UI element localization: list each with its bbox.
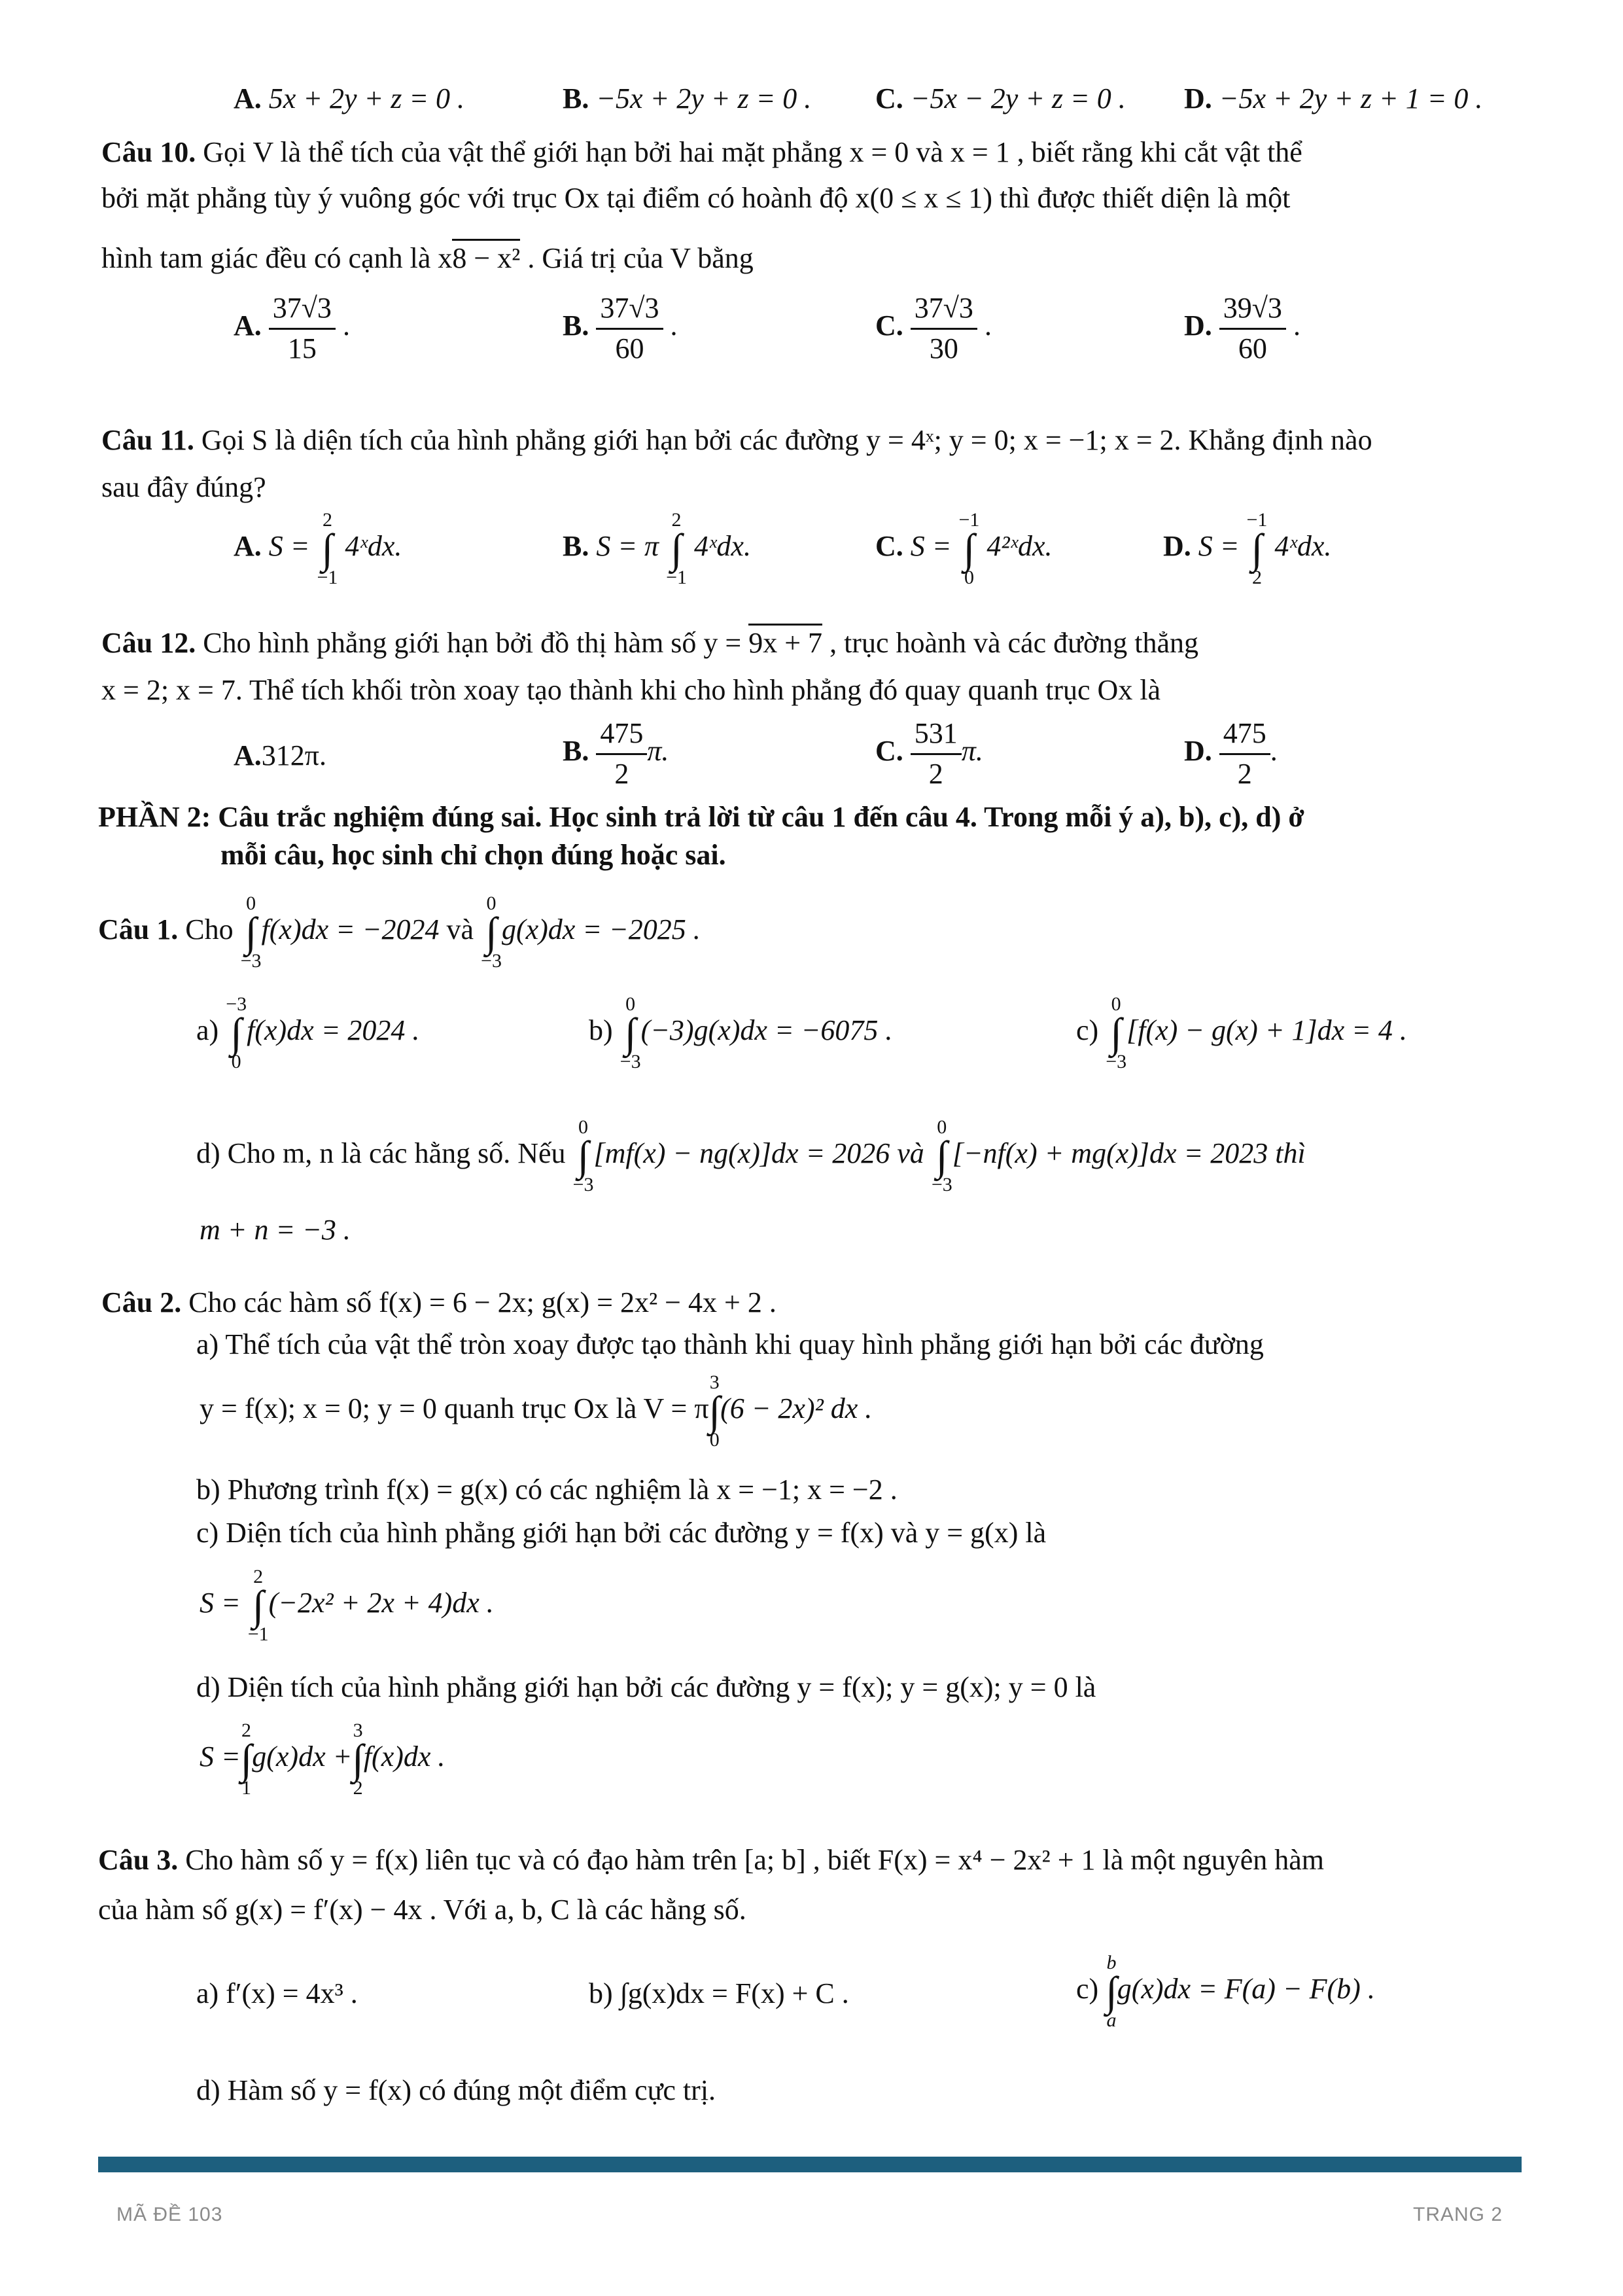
q10-option-c: C. $\frac{37√3}{30}$ . (875, 292, 992, 364)
p2q3-line2: của hàm số g(x) = f′(x) − 4x . Với a, b, C là các hằng số. (98, 1894, 746, 1926)
q10-line1: Câu 10. Gọi V là thể tích của vật thể giới hạn bởi hai mặt phẳng x = 0 và x = 1 , biết rằng khi cắt vật thể (101, 136, 1302, 168)
integral-sign: 0 ∫ −3 (931, 1116, 952, 1195)
integral-sign: 0 ∫ −3 (1106, 993, 1127, 1072)
integral-sign: −1 ∫ 0 (958, 509, 980, 588)
footer-divider (98, 2157, 1522, 2172)
q10-line3: hình tam giác đều có cạnh là x8 − x² . Giá trị của V bằng (101, 242, 754, 275)
part2-heading-line1: PHẦN 2: Câu trắc nghiệm đúng sai. Học sinh trả lời từ câu 1 đến câu 4. Trong mỗi ý a), b), c), d) ở (98, 801, 1304, 833)
q10-option-d: D. $\frac{39√3}{60}$ . (1184, 292, 1300, 364)
p2q1-c: c) 0 ∫ −3 [f(x) − g(x) + 1]dx = 4 . (1076, 993, 1407, 1072)
sqrt-expression: 8 − x² (452, 239, 520, 274)
q11-option-b: B. S = π 2 ∫ −1 4ˣdx. (563, 509, 751, 588)
q9-option-c: C. −5x − 2y + z = 0 . (875, 82, 1126, 115)
p2q1-intro: Câu 1. Cho 0 ∫ −3 f(x)dx = −2024 và 0 ∫ −3 g(x)dx = −2025 . (98, 892, 701, 972)
p2q3-c: c) b ∫ a g(x)dx = F(a) − F(b) . (1076, 1952, 1375, 2031)
footer-exam-code: MÃ ĐỀ 103 (116, 2204, 223, 2225)
q10-line2: bởi mặt phẳng tùy ý vuông góc với trục Ox tại điểm có hoành độ x(0 ≤ x ≤ 1) thì được thiết diện là một (101, 182, 1291, 214)
footer-page-number: TRANG 2 (1413, 2204, 1503, 2225)
p2q2-d-line2: S = 2 ∫ 1 g(x)dx + 3 ∫ 2 f(x)dx . (200, 1720, 445, 1799)
q11-line2: sau đây đúng? (101, 471, 266, 503)
integral-sign: 3 ∫ 2 (352, 1720, 364, 1799)
q12-option-b: B. $\frac{475}{2}$ π. (563, 717, 669, 790)
integral-sign: 0 ∫ −3 (481, 892, 502, 972)
p2q2-d-line1: d) Diện tích của hình phẳng giới hạn bởi các đường y = f(x); y = g(x); y = 0 là (196, 1671, 1096, 1703)
p2q2-b: b) Phương trình f(x) = g(x) có các nghiệm là x = −1; x = −2 . (196, 1474, 898, 1506)
q12-option-c: C. $\frac{531}{2}$ π. (875, 717, 983, 790)
p2q1-a: a) −3 ∫ 0 f(x)dx = 2024 . (196, 993, 420, 1072)
p2q3-d: d) Hàm số y = f(x) có đúng một điểm cực trị. (196, 2074, 716, 2106)
integral-sign: 2 ∫ −1 (317, 509, 338, 588)
p2q1-d: d) Cho m, n là các hằng số. Nếu 0 ∫ −3 [mf(x) − ng(x)]dx = 2026 và 0 ∫ −3 [−nf(x) + mg(x)]dx = 2023 thì (196, 1116, 1306, 1195)
p2q3-b: b) ∫g(x)dx = F(x) + C . (589, 1977, 849, 2009)
q12-option-a: A.312π. (234, 739, 326, 771)
integral-sign: 2 ∫ −1 (247, 1566, 269, 1645)
part2-heading-line2: mỗi câu, học sinh chỉ chọn đúng hoặc sai. (220, 839, 726, 871)
q9-option-b: B. −5x + 2y + z = 0 . (563, 82, 812, 115)
q9-option-d: D. −5x + 2y + z + 1 = 0 . (1184, 82, 1483, 115)
q10-option-b: B. $\frac{37√3}{60}$ . (563, 292, 678, 364)
integral-sign: −1 ∫ 2 (1246, 509, 1268, 588)
q11-option-d: D. S = −1 ∫ 2 4ˣdx. (1163, 509, 1332, 588)
integral-sign: 0 ∫ −3 (620, 993, 641, 1072)
p2q2-intro: Câu 2. Cho các hàm số f(x) = 6 − 2x; g(x) = 2x² − 4x + 2 . (101, 1286, 777, 1318)
sqrt-expression: 9x + 7 (748, 624, 822, 659)
integral-sign: 2 ∫ 1 (240, 1720, 253, 1799)
p2q3-a: a) f′(x) = 4x³ . (196, 1977, 358, 2009)
p2q2-c-line1: c) Diện tích của hình phẳng giới hạn bởi các đường y = f(x) và y = g(x) là (196, 1517, 1047, 1549)
q10-option-a: A. $\frac{37√3}{15}$ . (234, 292, 350, 364)
q12-line1: Câu 12. Cho hình phẳng giới hạn bởi đồ thị hàm số y = 9x + 7 , trục hoành và các đường thẳng (101, 627, 1198, 660)
p2q2-a-line1: a) Thể tích của vật thể tròn xoay được tạo thành khi quay hình phẳng giới hạn bởi các đường (196, 1328, 1264, 1360)
p2q3-line1: Câu 3. Cho hàm số y = f(x) liên tục và có đạo hàm trên [a; b] , biết F(x) = x⁴ − 2x² + 1 là một nguyên hàm (98, 1844, 1324, 1876)
p2q2-a-line2: y = f(x); x = 0; y = 0 quanh trục Ox là V = π 3 ∫ 0 (6 − 2x)² dx . (200, 1371, 873, 1451)
q11-option-c: C. S = −1 ∫ 0 4²ˣdx. (875, 509, 1053, 588)
integral-sign: −3 ∫ 0 (226, 993, 247, 1072)
integral-sign: 3 ∫ 0 (708, 1371, 721, 1451)
p2q2-c-line2: S = 2 ∫ −1 (−2x² + 2x + 4)dx . (200, 1566, 494, 1645)
integral-sign: 0 ∫ −3 (240, 892, 262, 972)
q11-option-a: A. S = 2 ∫ −1 4ˣdx. (234, 509, 402, 588)
p2q1-d-line2: m + n = −3 . (200, 1214, 351, 1246)
q12-line2: x = 2; x = 7. Thể tích khối tròn xoay tạo thành khi cho hình phẳng đó quay quanh trục Ox là (101, 674, 1161, 706)
q12-option-d: D. $\frac{475}{2}$ . (1184, 717, 1278, 790)
p2q1-b: b) 0 ∫ −3 (−3)g(x)dx = −6075 . (589, 993, 893, 1072)
integral-sign: 0 ∫ −3 (572, 1116, 594, 1195)
integral-sign: 2 ∫ −1 (666, 509, 688, 588)
integral-sign: b ∫ a (1106, 1952, 1117, 2031)
q9-option-a: A. 5x + 2y + z = 0 . (234, 82, 465, 115)
q11-line1: Câu 11. Gọi S là diện tích của hình phẳng giới hạn bởi các đường y = 4ˣ; y = 0; x = −1; x = 2. Khẳng định nào (101, 424, 1372, 456)
